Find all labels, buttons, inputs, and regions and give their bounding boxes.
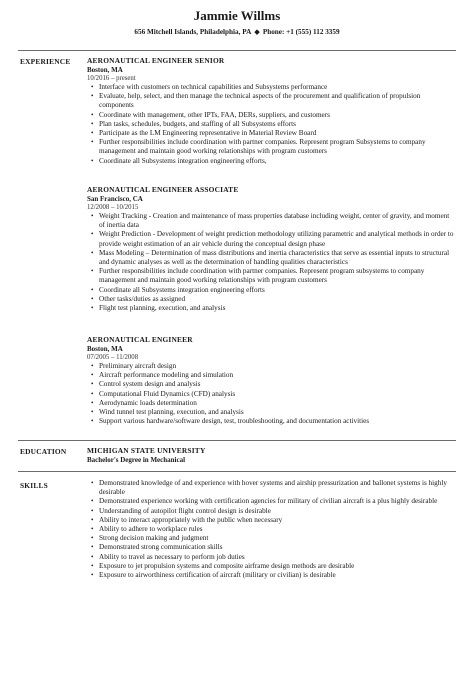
school-name: MICHIGAN STATE UNIVERSITY — [87, 446, 206, 455]
job-dates: 07/2005 – 11/2008 — [87, 353, 139, 361]
list-item: • Weight Tracking - Creation and maintenance of mass properties database including weight, center of gravity, and moment of inertia data — [99, 212, 455, 230]
job-bullets — [87, 83, 455, 166]
list-item: • Demonstrated knowledge of and experience with hover systems and airship pressurization and ballonet systems is highly desirable — [99, 479, 455, 497]
list-item: • Ability to travel as necessary to perform job duties — [99, 553, 455, 562]
education-entry — [87, 446, 455, 465]
job-title: AERONAUTICAL ENGINEER ASSOCIATE — [87, 185, 239, 194]
list-item: • Coordinate all Subsystems integration engineering efforts, — [99, 157, 455, 166]
job-bullets — [87, 212, 455, 313]
list-item: • Coordinate all Subsystems integration engineering efforts — [99, 286, 455, 295]
list-item: • Participate as the LM Engineering representative in Material Review Board — [99, 129, 455, 138]
list-item: • Strong decision making and judgment — [99, 534, 455, 543]
divider — [18, 50, 456, 51]
job-entry — [87, 335, 455, 426]
contact-line — [0, 27, 474, 36]
list-item: • Aircraft performance modeling and simulation — [99, 371, 455, 380]
list-item: • Ability to interact appropriately with the public when necessary — [99, 516, 455, 525]
list-item: • Understanding of autopilot flight control design is desirable — [99, 507, 455, 516]
list-item: • Weight Prediction - Development of weight prediction methodology utilizing parametric and analytical methods in order to provide weight estimation of an air vehicle during the conceptual design phase — [99, 230, 455, 248]
section-label-education: EDUCATION — [20, 447, 67, 456]
phone: Phone: +1 (555) 112 3359 — [262, 28, 340, 36]
list-item: • Evaluate, help, select, and then manage the technical aspects of the procurement and qualification of propulsion components — [99, 92, 455, 110]
list-item: • Exposure to airworthiness certification of aircraft (military or civilian) is desirable — [99, 571, 455, 580]
list-item: • Control system design and analysis — [99, 380, 455, 389]
list-item: • Demonstrated experience working with certification agencies for military of civilian aircraft is a plus highly desirable — [99, 497, 455, 506]
job-location: San Francisco, CA — [87, 195, 143, 203]
list-item: • Mass Modeling – Determination of mass distributions and inertia characteristics that serve as essential inputs to structural and dynamic analyses as well as the determination of handling qualities characteristics — [99, 249, 455, 267]
list-item: • Preliminary aircraft design — [99, 362, 455, 371]
section-label-experience: EXPERIENCE — [20, 57, 71, 66]
job-location: Boston, MA — [87, 345, 123, 353]
list-item: • Further responsibilities include coordination with partner companies. Represent program subsystems to company management and maintain good working relationships with program customers — [99, 267, 455, 285]
list-item: • Demonstrated strong communication skills — [99, 543, 455, 552]
list-item: • Exposure to jet propulsion systems and composite airframe design methods are desirable — [99, 562, 455, 571]
job-bullets — [87, 362, 455, 426]
job-dates: 12/2008 – 10/2015 — [87, 203, 139, 211]
list-item: • Plan tasks, schedules, budgets, and staffing of all Subsystems efforts — [99, 120, 455, 129]
job-location: Boston, MA — [87, 66, 123, 74]
skills-entry — [87, 479, 455, 580]
list-item: • Wind tunnel test planning, execution, and analysis — [99, 408, 455, 417]
list-item: • Support various hardware/software design, test, troubleshooting, and documentation activities — [99, 417, 455, 426]
divider — [18, 440, 456, 441]
section-label-skills: SKILLS — [20, 481, 48, 490]
job-dates: 10/2016 – present — [87, 74, 136, 82]
list-item: • Further responsibilities include coordination with partner companies. Represent program Subsystems to company management and maintain good working relationships with program customers — [99, 138, 455, 156]
list-item: • Aerodynamic loads determination — [99, 399, 455, 408]
list-item: • Interface with customers on technical capabilities and Subsystems performance — [99, 83, 455, 92]
list-item: • Coordinate with management, other IPTs, FAA, DERs, suppliers, and customers — [99, 111, 455, 120]
list-item: • Computational Fluid Dynamics (CFD) analysis — [99, 390, 455, 399]
job-title: AERONAUTICAL ENGINEER SENIOR — [87, 56, 225, 65]
list-item: • Other tasks/duties as assigned — [99, 295, 455, 304]
candidate-name: Jammie Willms — [193, 8, 281, 23]
list-item: • Ability to adhere to workplace rules — [99, 525, 455, 534]
list-item: • Flight test planning, execution, and analysis — [99, 304, 455, 313]
diamond-icon: ◆ — [254, 28, 260, 36]
skills-list — [87, 479, 455, 580]
address: 656 Mitchell Islands, Philadelphia, PA — [134, 28, 252, 36]
job-entry — [87, 185, 455, 313]
job-title: AERONAUTICAL ENGINEER — [87, 335, 193, 344]
job-entry — [87, 56, 455, 166]
degree: Bachelor's Degree in Mechanical — [87, 456, 186, 464]
divider — [18, 471, 456, 472]
